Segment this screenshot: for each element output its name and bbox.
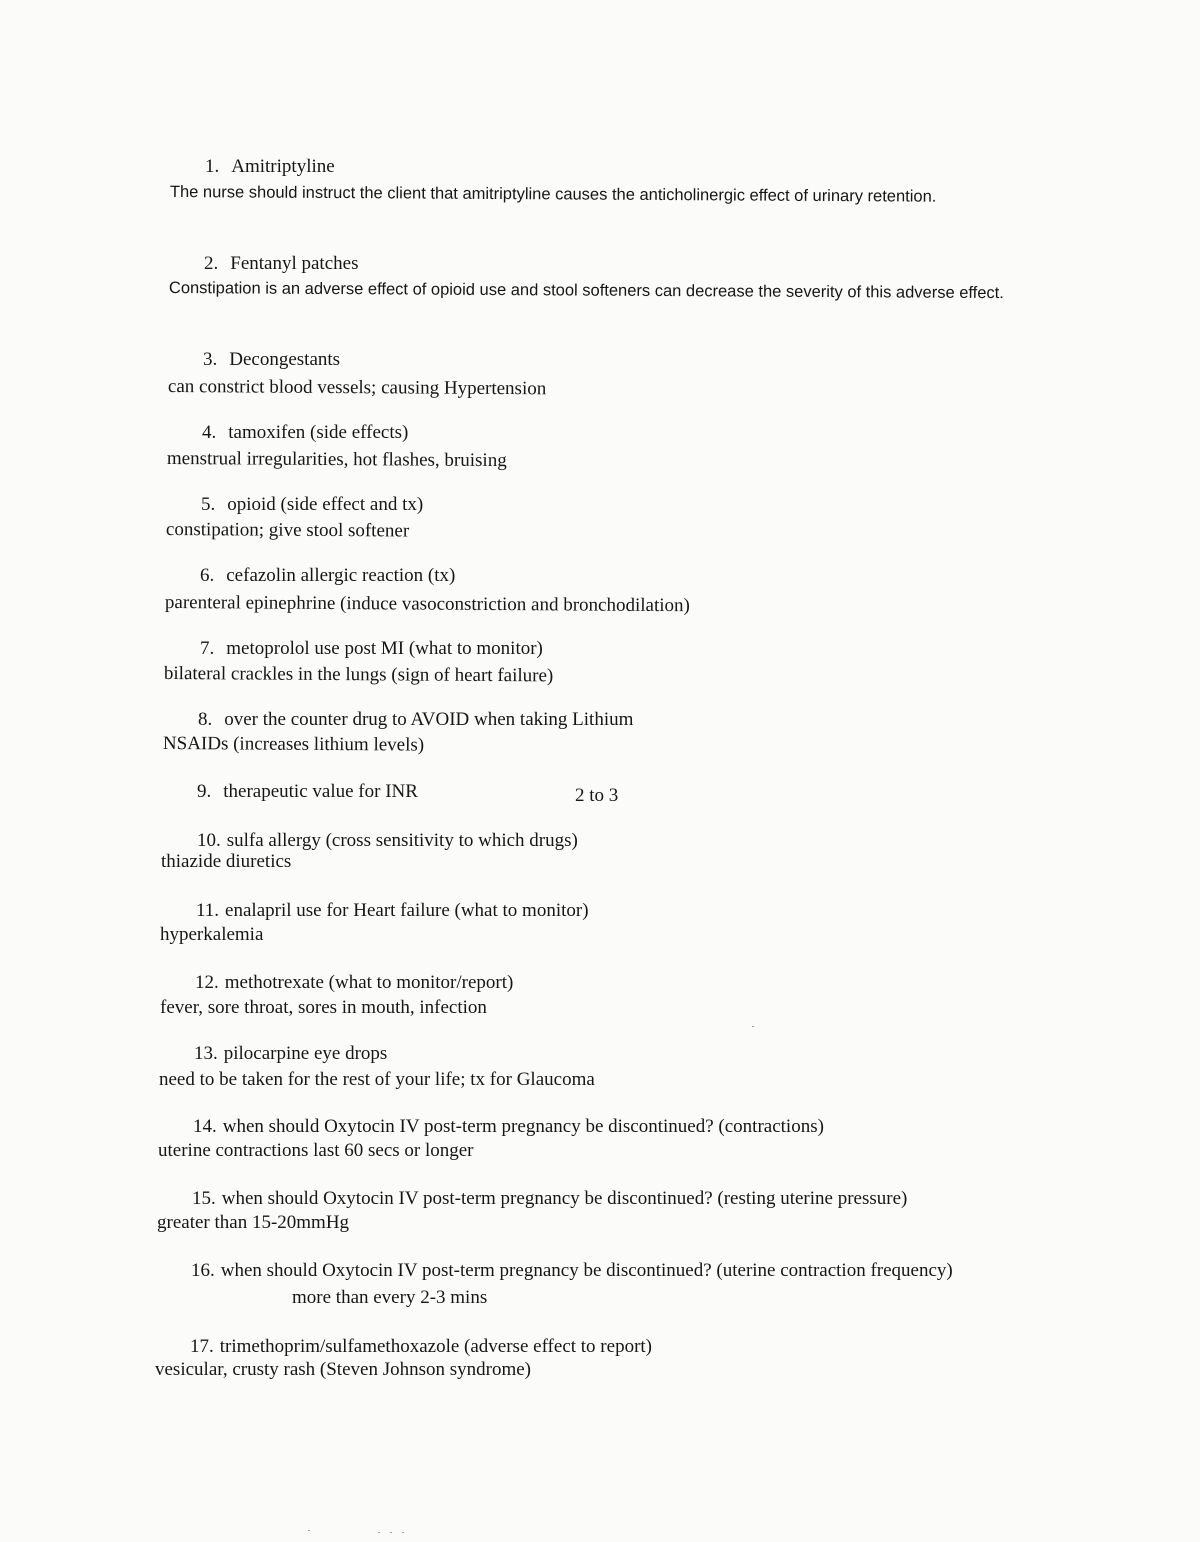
question-9 [197,781,418,803]
question-number: 15. [192,1188,216,1209]
question-10 [197,830,578,852]
question-text: over the counter drug to AVOID when taking Lithium [224,709,634,730]
question-14 [193,1116,824,1138]
question-6 [200,565,455,587]
question-number: 9. [197,781,212,802]
question-17 [190,1336,652,1358]
question-16 [191,1260,953,1282]
question-number: 5. [201,494,216,515]
question-text: therapeutic value for INR [223,781,418,802]
answer-17: vesicular, crusty rash (Steven Johnson syndrome) [155,1359,531,1380]
question-text: enalapril use for Heart failure (what to monitor) [225,900,589,921]
question-text: Fentanyl patches [230,253,359,274]
answer-15: greater than 15-20mmHg [157,1212,350,1233]
question-15 [192,1188,907,1210]
scan-speck [402,1532,404,1533]
question-number: 6. [200,565,215,586]
question-11 [196,900,589,922]
question-3 [203,349,340,371]
scan-speck [752,1026,754,1027]
question-text: sulfa allergy (cross sensitivity to which drugs) [226,830,578,851]
question-number: 4. [202,422,217,443]
question-12 [195,972,513,994]
answer-14: uterine contractions last 60 secs or longer [158,1140,474,1161]
question-text: methotrexate (what to monitor/report) [224,972,514,993]
answer-8: NSAIDs (increases lithium levels) [162,733,425,756]
answer-11: hyperkalemia [160,924,264,945]
question-text: when should Oxytocin IV post-term pregnancy be discontinued? (resting uterine pressure) [221,1188,908,1209]
answer-9: 2 to 3 [575,785,619,806]
answer-2: Constipation is an adverse effect of opioid use and stool softeners can decrease the severity of this adverse effect. [168,278,1004,303]
answer-16: more than every 2-3 mins [292,1287,488,1308]
scan-speck [308,1530,310,1531]
question-5 [201,494,423,516]
scan-speck [390,1532,392,1533]
answer-1: The nurse should instruct the client that amitriptyline causes the anticholinergic effect of urinary retention. [169,182,937,206]
answer-13: need to be taken for the rest of your life; tx for Glaucoma [159,1069,595,1090]
answer-5: constipation; give stool softener [165,519,410,542]
answer-12: fever, sore throat, sores in mouth, infection [160,997,487,1018]
answer-10: thiazide diuretics [161,851,292,872]
question-8 [198,709,633,731]
question-text: opioid (side effect and tx) [227,494,424,515]
question-2 [204,253,358,275]
question-text: Decongestants [229,349,341,370]
question-number: 14. [193,1116,217,1137]
scan-speck [378,1532,380,1533]
question-number: 16. [191,1260,215,1281]
question-7 [200,638,543,660]
question-number: 11. [196,900,220,921]
question-text: when should Oxytocin IV post-term pregnancy be discontinued? (uterine contraction frequency) [220,1260,953,1281]
question-text: trimethoprim/sulfamethoxazole (adverse effect to report) [219,1336,652,1357]
question-number: 17. [190,1336,214,1357]
question-text: pilocarpine eye drops [223,1043,388,1064]
answer-3: can constrict blood vessels; causing Hypertension [167,376,547,400]
answer-6: parenteral epinephrine (induce vasoconstriction and bronchodilation) [164,592,690,617]
question-number: 13. [194,1043,218,1064]
question-number: 2. [204,253,219,274]
question-text: Amitriptyline [231,156,335,177]
question-number: 10. [197,830,221,851]
question-number: 1. [205,156,220,177]
question-text: metoprolol use post MI (what to monitor) [226,638,543,659]
question-text: cefazolin allergic reaction (tx) [226,565,456,586]
answer-7: bilateral crackles in the lungs (sign of heart failure) [163,663,554,687]
question-number: 3. [203,349,218,370]
question-text: when should Oxytocin IV post-term pregnancy be discontinued? (contractions) [222,1116,824,1137]
answer-4: menstrual irregularities, hot flashes, bruising [166,448,507,472]
question-4 [202,422,408,444]
question-text: tamoxifen (side effects) [228,422,409,443]
question-13 [194,1043,387,1065]
question-number: 8. [198,709,213,730]
question-1 [205,156,335,178]
question-number: 12. [195,972,219,993]
question-number: 7. [200,638,215,659]
